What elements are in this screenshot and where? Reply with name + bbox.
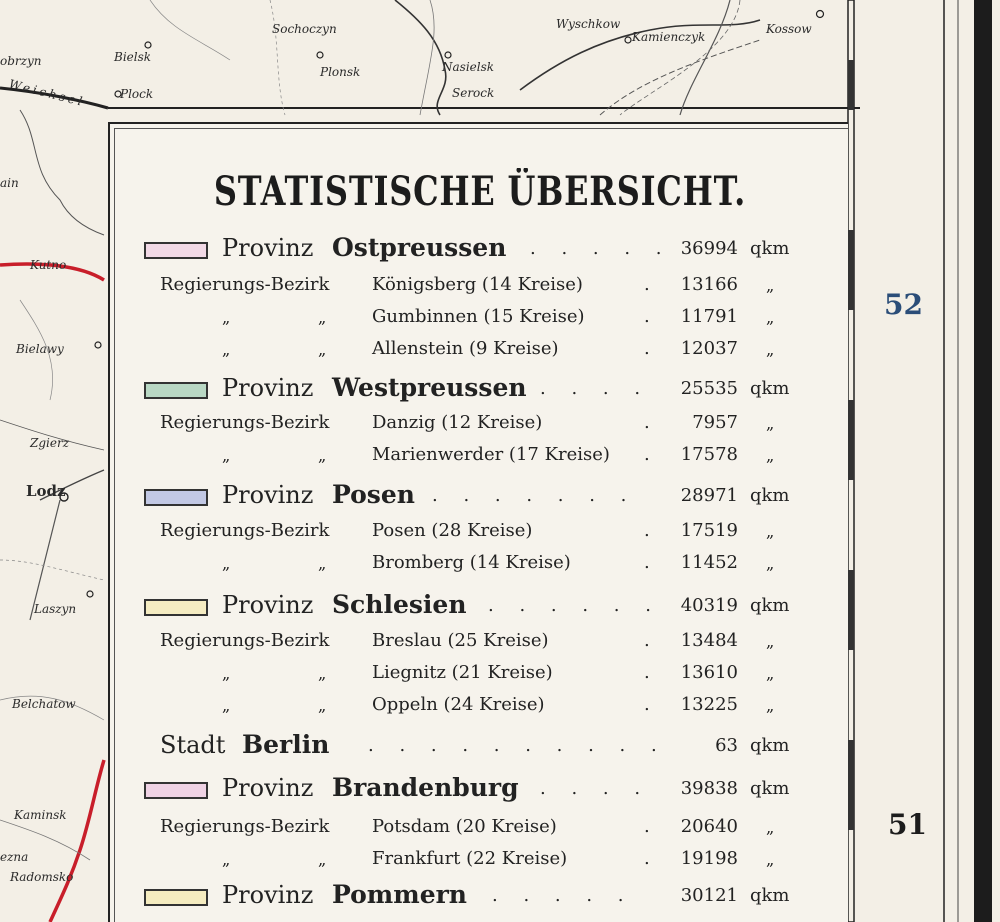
province-name: Ostpreussen	[332, 233, 507, 262]
leader-dots: .	[644, 338, 660, 359]
province-row	[110, 774, 850, 804]
district-name: Oppeln (24 Kreise)	[372, 694, 545, 715]
district-area: 13484	[680, 630, 738, 651]
province-area: 28971	[680, 485, 738, 506]
leader-dots: .	[644, 306, 660, 327]
province-name: Westpreussen	[332, 373, 527, 402]
ditto-mark: „	[318, 554, 327, 573]
province-name: Berlin	[242, 730, 330, 759]
district-area: 17578	[680, 444, 738, 465]
ditto-mark: „	[318, 664, 327, 683]
province-row	[110, 481, 850, 511]
district-area: 13610	[680, 662, 738, 683]
province-row	[110, 731, 850, 761]
province-name: Posen	[332, 480, 415, 509]
leader-dots: . . . .	[540, 378, 651, 399]
ditto-mark: „	[766, 276, 775, 295]
district-row	[110, 270, 850, 300]
district-area: 7957	[692, 412, 738, 433]
leader-dots: .	[644, 848, 660, 869]
district-area: 20640	[680, 816, 738, 837]
district-name: Marienwerder (17 Kreise)	[372, 444, 610, 465]
district-name: Allenstein (9 Kreise)	[372, 338, 559, 359]
ditto-mark: „	[766, 850, 775, 869]
province-label: Provinz	[222, 481, 314, 509]
district-area: 13166	[680, 274, 738, 295]
district-area: 17519	[680, 520, 738, 541]
district-row	[110, 516, 850, 546]
district-name: Danzig (12 Kreise)	[372, 412, 543, 433]
province-name: Brandenburg	[332, 773, 519, 802]
district-row	[110, 626, 850, 656]
leader-dots: . . . . . . .	[432, 485, 637, 506]
map-label-laszyn: Laszyn	[34, 602, 77, 616]
district-row	[110, 302, 850, 332]
leader-dots: .	[644, 444, 660, 465]
map-label-lodz: Lodz	[26, 482, 66, 500]
district-prefix: Regierungs-Bezirk	[160, 274, 330, 295]
ditto-mark: „	[318, 340, 327, 359]
ditto-mark: „	[766, 414, 775, 433]
district-row	[110, 408, 850, 438]
ditto-mark: „	[766, 696, 775, 715]
province-label: Provinz	[222, 234, 314, 262]
leader-dots: . . . . .	[492, 885, 634, 906]
map-label-weichsel: Weichsel	[7, 76, 87, 110]
map-label-bielawy: Bielawy	[16, 342, 64, 356]
map-label-ezna: ezna	[0, 850, 29, 864]
leader-dots: .	[644, 520, 660, 541]
sheet-number-lower: 51	[888, 808, 927, 841]
ditto-mark: „	[222, 696, 231, 715]
district-name: Posen (28 Kreise)	[372, 520, 533, 541]
province-area-unit: qkm	[750, 595, 790, 616]
district-prefix: Regierungs-Bezirk	[160, 412, 330, 433]
map-label-kaminsk: Kaminsk	[14, 808, 67, 822]
map-label-belchatow: Belchatow	[12, 697, 76, 711]
map-label-ain: ain	[0, 176, 19, 190]
district-name: Bromberg (14 Kreise)	[372, 552, 571, 573]
ditto-mark: „	[766, 522, 775, 541]
ditto-mark: „	[766, 308, 775, 327]
ditto-mark: „	[766, 664, 775, 683]
ditto-mark: „	[318, 696, 327, 715]
panel-title: STATISTISCHE ÜBERSICHT.	[213, 168, 747, 215]
sheet-number-upper: 52	[884, 288, 923, 321]
province-color-swatch	[144, 782, 208, 799]
province-area: 36994	[680, 238, 738, 259]
province-color-swatch	[144, 599, 208, 616]
province-label: Stadt	[160, 731, 226, 759]
statistics-panel	[108, 122, 848, 922]
ditto-mark: „	[222, 664, 231, 683]
district-name: Königsberg (14 Kreise)	[372, 274, 583, 295]
district-row	[110, 334, 850, 364]
district-row	[110, 844, 850, 874]
leader-dots: . . . .	[540, 778, 651, 799]
ditto-mark: „	[766, 446, 775, 465]
province-label: Provinz	[222, 374, 314, 402]
leader-dots: .	[644, 412, 660, 433]
ditto-mark: „	[318, 446, 327, 465]
province-row	[110, 234, 850, 264]
ditto-mark: „	[222, 308, 231, 327]
district-name: Potsdam (20 Kreise)	[372, 816, 557, 837]
province-color-swatch	[144, 242, 208, 259]
leader-dots: .	[644, 694, 660, 715]
district-area: 19198	[680, 848, 738, 869]
leader-dots: .	[644, 630, 660, 651]
ditto-mark: „	[222, 850, 231, 869]
province-label: Provinz	[222, 881, 314, 909]
map-label-bielsk: Bielsk	[114, 50, 152, 64]
map-label-kossow: Kossow	[766, 22, 812, 36]
province-area: 63	[715, 735, 738, 756]
district-row	[110, 440, 850, 470]
district-name: Breslau (25 Kreise)	[372, 630, 549, 651]
leader-dots: . . . . .	[530, 238, 672, 259]
ditto-mark: „	[222, 446, 231, 465]
map-label-zgierz: Zgierz	[30, 436, 70, 450]
province-name: Schlesien	[332, 590, 467, 619]
leader-dots: . . . . . . . . . .	[368, 735, 667, 756]
province-area: 40319	[680, 595, 738, 616]
leader-dots: .	[644, 274, 660, 295]
ditto-mark: „	[318, 308, 327, 327]
map-label-obrzyn: obrzyn	[0, 54, 42, 68]
ditto-mark: „	[766, 554, 775, 573]
map-label-kutno: Kutno	[30, 258, 67, 272]
province-area-unit: qkm	[750, 735, 790, 756]
province-color-swatch	[144, 382, 208, 399]
map-label-radomsko: Radomsko	[10, 870, 74, 884]
province-name: Pommern	[332, 880, 467, 909]
district-area: 12037	[680, 338, 738, 359]
leader-dots: . . . . . .	[488, 595, 661, 616]
province-row	[110, 881, 850, 911]
district-name: Liegnitz (21 Kreise)	[372, 662, 553, 683]
province-row	[110, 374, 850, 404]
district-prefix: Regierungs-Bezirk	[160, 630, 330, 651]
ditto-mark: „	[318, 850, 327, 869]
leader-dots: .	[644, 662, 660, 683]
province-area: 39838	[680, 778, 738, 799]
map-label-kamienczyk: Kamienczyk	[632, 30, 706, 44]
district-area: 11452	[680, 552, 738, 573]
map-label-wyschkow: Wyschkow	[556, 17, 621, 31]
province-area: 25535	[680, 378, 738, 399]
province-area-unit: qkm	[750, 778, 790, 799]
map-label-plonsk: Plonsk	[320, 65, 361, 79]
district-prefix: Regierungs-Bezirk	[160, 816, 330, 837]
province-area: 30121	[680, 885, 738, 906]
province-area-unit: qkm	[750, 485, 790, 506]
district-prefix: Regierungs-Bezirk	[160, 520, 330, 541]
map-label-sochoczyn: Sochoczyn	[272, 22, 337, 36]
ditto-mark: „	[222, 554, 231, 573]
province-area-unit: qkm	[750, 885, 790, 906]
map-label-nasielsk: Nasielsk	[442, 60, 495, 74]
province-color-swatch	[144, 889, 208, 906]
province-row	[110, 591, 850, 621]
district-area: 11791	[680, 306, 738, 327]
leader-dots: .	[644, 816, 660, 837]
ditto-mark: „	[766, 340, 775, 359]
ditto-mark: „	[766, 632, 775, 651]
district-name: Gumbinnen (15 Kreise)	[372, 306, 585, 327]
province-label: Provinz	[222, 591, 314, 619]
district-name: Frankfurt (22 Kreise)	[372, 848, 568, 869]
province-label: Provinz	[222, 774, 314, 802]
province-color-swatch	[144, 489, 208, 506]
district-area: 13225	[680, 694, 738, 715]
district-row	[110, 812, 850, 842]
district-row	[110, 548, 850, 578]
district-row	[110, 658, 850, 688]
province-area-unit: qkm	[750, 378, 790, 399]
province-area-unit: qkm	[750, 238, 790, 259]
ditto-mark: „	[222, 340, 231, 359]
leader-dots: .	[644, 552, 660, 573]
map-label-plock: Plock	[120, 87, 154, 101]
ditto-mark: „	[766, 818, 775, 837]
district-row	[110, 690, 850, 720]
map-label-serock: Serock	[452, 86, 495, 100]
